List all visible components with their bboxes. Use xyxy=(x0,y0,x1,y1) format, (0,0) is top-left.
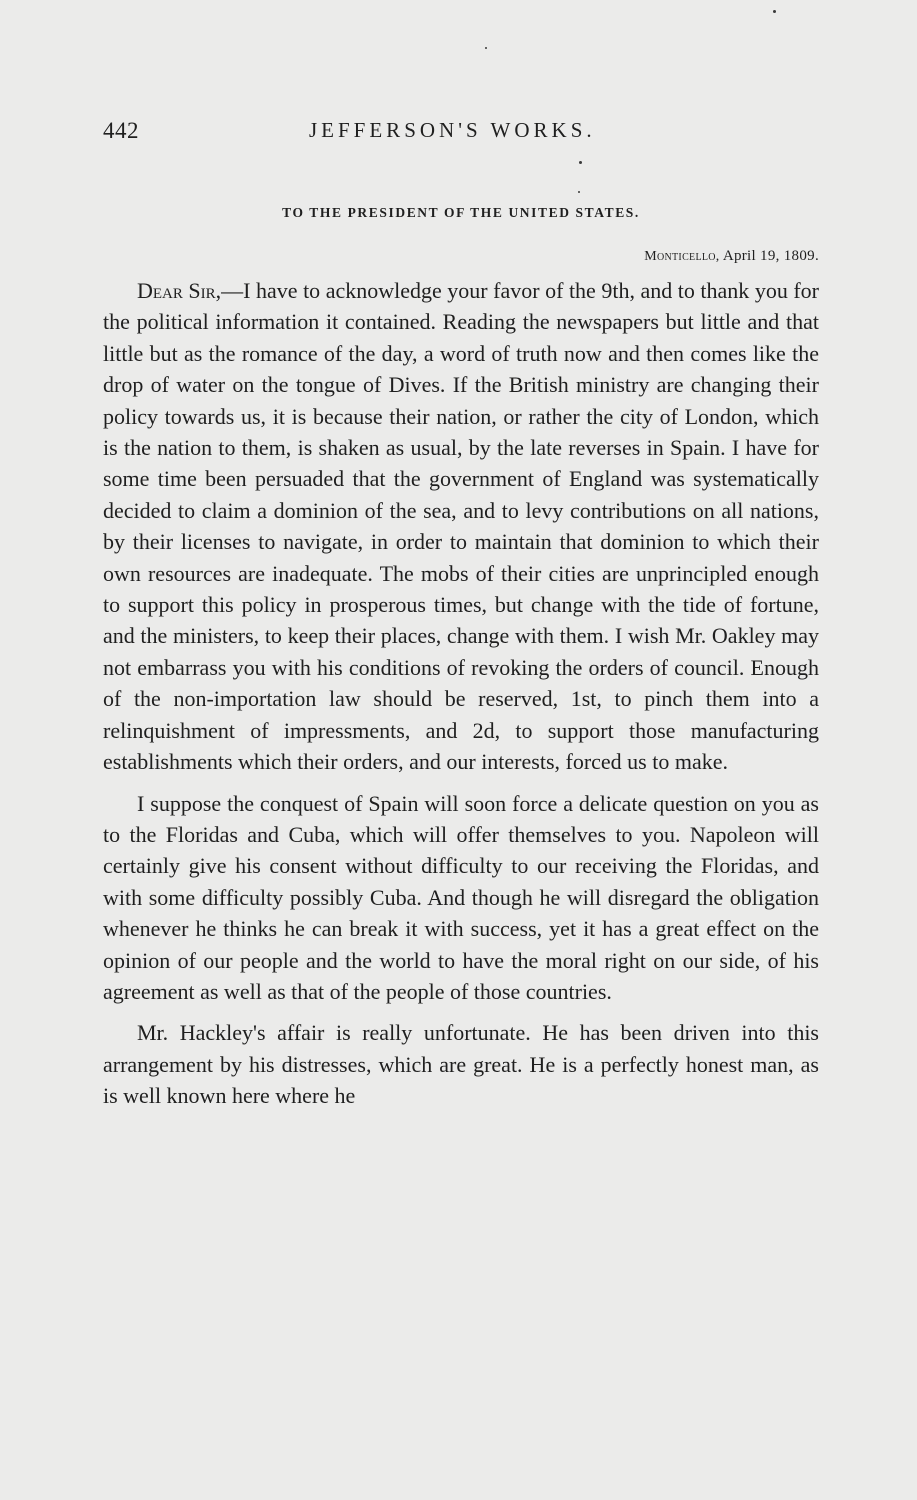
scan-speck xyxy=(485,47,487,49)
running-head xyxy=(103,118,819,148)
letter-heading: TO THE PRESIDENT OF THE UNITED STATES. xyxy=(282,205,640,220)
paragraph xyxy=(103,275,819,778)
book-title: JEFFERSON'S WORKS. xyxy=(309,118,596,142)
scan-speck xyxy=(578,191,580,193)
dateline-date: April 19, 1809. xyxy=(722,248,819,264)
scan-speck xyxy=(773,10,776,13)
paragraph-text: —I have to acknowledge your favor of the 9th, and to thank you for the political information it contained. Reading the newspapers but little and that little but as the romance of the day, a word of truth now and then comes like the drop of water on the tongue of Dives. If the British ministry are changing their policy towards us, it is because their nation, or rather the city of London, which is the nation to them, is shaken as usual, by the late reverses in Spain. I have for some time been persuaded that the government of England was systematically decided to claim a dominion of the sea, and to levy contributions on all nations, by their licenses to navigate, in order to maintain that dominion to which their own resources are inadequate. The mobs of their cities are unprincipled enough to support this policy in prosperous times, but change with the tide of fortune, and the ministers, to keep their places, change with them. I wish Mr. Oakley may not embarrass you with his conditions of revoking the orders of council. Enough of the non-importation law should be reserved, 1st, to pinch them into a relinquishment of impressments, and 2d, to support those manufacturing establishments which their orders, and our interests, forced us to make. xyxy=(103,278,819,775)
paragraph: Mr. Hackley's affair is really unfortunate. He has been driven into this arrangement by his distresses, which are great. He is a perfectly honest man, as is well known here where he xyxy=(103,1020,819,1109)
page-number: 442 xyxy=(103,118,139,143)
scan-speck xyxy=(579,161,582,164)
dateline xyxy=(644,248,819,265)
dateline-place: Monticello, xyxy=(644,249,720,264)
salutation: Dear Sir, xyxy=(137,278,222,303)
paragraph: I suppose the conquest of Spain will soon force a delicate question on you as to the Floridas and Cuba, which will offer themselves to you. Napoleon will certainly give his consent without difficulty to our receiving the Floridas, and with some difficulty possibly Cuba. And though he will disregard the obligation whenever he thinks he can break it with success, yet it has a great effect on the opinion of our people and the world to have the moral right on our side, of his agreement as well as that of the people of those countries. xyxy=(103,790,819,1004)
letter-body xyxy=(103,275,819,1122)
